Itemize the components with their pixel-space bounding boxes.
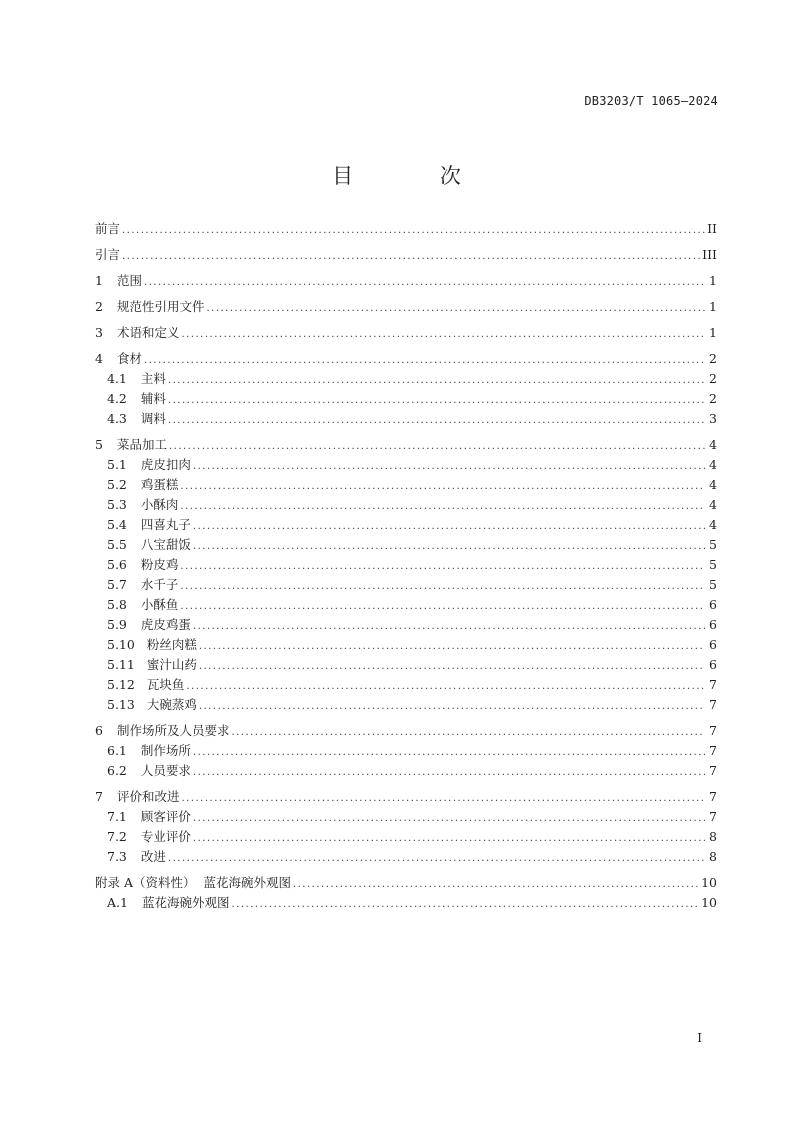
toc-entry[interactable]: [95, 219, 717, 239]
toc-dot-leader: [180, 577, 705, 597]
toc-dot-leader: [144, 273, 705, 293]
toc-entry[interactable]: [95, 695, 717, 715]
toc-entry[interactable]: [95, 827, 717, 847]
toc-entry-number: 5.11: [107, 657, 135, 672]
toc-entry-label: 制作场所及人员要求: [116, 723, 230, 738]
toc-entry-number: 5.6: [107, 557, 127, 572]
toc-entry-page: 5: [709, 537, 717, 552]
toc-entry-number: 5: [95, 437, 103, 452]
toc-entry-page: 6: [709, 637, 717, 652]
toc-entry-page: 10: [701, 895, 717, 910]
toc-entry-label: 调料: [140, 411, 166, 426]
toc-dot-leader: [122, 247, 700, 267]
toc-entry-page: 4: [709, 517, 717, 532]
toc-entry-page: 1: [709, 273, 717, 288]
toc-entry-number: 4.1: [107, 371, 127, 386]
toc-dot-leader: [193, 617, 705, 637]
toc-entry[interactable]: [95, 893, 717, 913]
toc-entry[interactable]: [95, 873, 717, 893]
toc-entry-page: 10: [701, 875, 717, 890]
toc-entry-page: 4: [709, 437, 717, 452]
toc-entry[interactable]: [95, 245, 717, 265]
toc-entry-number: 4.2: [107, 391, 127, 406]
toc-entry-label: 附录 A（资料性） 蓝花海碗外观图: [95, 875, 291, 890]
toc-entry-label: 蜜汁山药: [146, 657, 197, 672]
toc-dot-leader: [193, 457, 705, 477]
toc-entry[interactable]: [95, 409, 717, 429]
toc-entry-number: 1: [95, 273, 103, 288]
toc-entry-number: 7.1: [107, 809, 127, 824]
toc-entry-number: 3: [95, 325, 103, 340]
toc-dot-leader: [231, 895, 699, 915]
toc-dot-leader: [180, 497, 705, 517]
toc-entry-number: 6.1: [107, 743, 127, 758]
toc-entry-page: 1: [709, 299, 717, 314]
toc-entry[interactable]: [95, 555, 717, 575]
toc-dot-leader: [180, 597, 705, 617]
toc-entry-number: A.1: [107, 895, 128, 910]
toc-entry-page: 7: [709, 789, 717, 804]
page-number: I: [697, 1031, 702, 1045]
toc-entry-page: 4: [709, 457, 717, 472]
toc-dot-leader: [180, 557, 705, 577]
toc-dot-leader: [169, 437, 705, 457]
toc-dot-leader: [231, 723, 705, 743]
toc-entry-number: 5.4: [107, 517, 127, 532]
toc-entry-label: 顾客评价: [140, 809, 191, 824]
page-title: 目 次: [332, 164, 501, 188]
toc-entry[interactable]: [95, 675, 717, 695]
toc-dot-leader: [193, 517, 705, 537]
toc-entry-label: 规范性引用文件: [116, 299, 205, 314]
toc-entry[interactable]: [95, 515, 717, 535]
table-of-contents: [95, 219, 717, 913]
toc-entry[interactable]: [95, 741, 717, 761]
document-number: DB3203/T 1065—2024: [584, 94, 718, 108]
toc-entry-label: 鸡蛋糕: [140, 477, 179, 492]
toc-dot-leader: [199, 657, 705, 677]
toc-entry-label: 前言: [95, 221, 121, 236]
toc-entry-number: 7: [95, 789, 103, 804]
toc-entry-number: 5.9: [107, 617, 127, 632]
toc-entry-label: 引言: [95, 247, 121, 262]
toc-entry[interactable]: [95, 615, 717, 635]
toc-dot-leader: [186, 677, 705, 697]
toc-entry-label: 粉丝肉糕: [146, 637, 197, 652]
toc-entry-page: 7: [709, 743, 717, 758]
toc-entry[interactable]: [95, 323, 717, 343]
toc-entry-label: 改进: [140, 849, 166, 864]
toc-entry-label: 辅料: [140, 391, 166, 406]
toc-dot-leader: [193, 763, 705, 783]
toc-entry-page: 2: [709, 371, 717, 386]
toc-entry-number: 5.3: [107, 497, 127, 512]
toc-entry[interactable]: [95, 721, 717, 741]
toc-entry-number: 5.8: [107, 597, 127, 612]
toc-entry-number: 6: [95, 723, 103, 738]
toc-entry[interactable]: [95, 761, 717, 781]
toc-entry-page: 6: [709, 657, 717, 672]
toc-entry[interactable]: [95, 787, 717, 807]
toc-dot-leader: [122, 221, 705, 241]
toc-entry[interactable]: [95, 389, 717, 409]
toc-entry-page: 5: [709, 557, 717, 572]
toc-dot-leader: [180, 477, 705, 497]
toc-entry-label: 蓝花海碗外观图: [141, 895, 230, 910]
toc-entry[interactable]: [95, 847, 717, 867]
toc-dot-leader: [193, 809, 705, 829]
toc-entry-label: 虎皮鸡蛋: [140, 617, 191, 632]
toc-entry[interactable]: [95, 655, 717, 675]
toc-entry-page: III: [702, 247, 717, 262]
toc-entry-number: 5.13: [107, 697, 135, 712]
toc-entry[interactable]: [95, 369, 717, 389]
toc-entry-page: 1: [709, 325, 717, 340]
toc-entry-label: 粉皮鸡: [140, 557, 179, 572]
toc-entry-label: 主料: [140, 371, 166, 386]
toc-entry-page: 5: [709, 577, 717, 592]
toc-entry-page: 7: [709, 763, 717, 778]
toc-entry-number: 4.3: [107, 411, 127, 426]
toc-entry[interactable]: [95, 495, 717, 515]
toc-entry[interactable]: [95, 475, 717, 495]
toc-entry[interactable]: [95, 535, 717, 555]
toc-dot-leader: [168, 849, 705, 869]
toc-entry-page: 7: [709, 723, 717, 738]
toc-dot-leader: [181, 789, 705, 809]
toc-entry-label: 虎皮扣肉: [140, 457, 191, 472]
toc-entry-label: 八宝甜饭: [140, 537, 191, 552]
toc-entry-page: 4: [709, 497, 717, 512]
toc-entry-page: 4: [709, 477, 717, 492]
toc-entry-number: 5.1: [107, 457, 127, 472]
toc-entry-page: 8: [709, 829, 717, 844]
toc-entry[interactable]: [95, 575, 717, 595]
toc-entry-number: 7.2: [107, 829, 127, 844]
toc-entry-number: 4: [95, 351, 103, 366]
toc-entry-label: 小酥肉: [140, 497, 179, 512]
toc-entry-label: 小酥鱼: [140, 597, 179, 612]
toc-entry-page: 3: [709, 411, 717, 426]
toc-entry-label: 水千子: [140, 577, 179, 592]
toc-entry-number: 5.7: [107, 577, 127, 592]
toc-dot-leader: [193, 537, 705, 557]
toc-entry-number: 7.3: [107, 849, 127, 864]
toc-entry-page: 7: [709, 677, 717, 692]
toc-entry-label: 专业评价: [140, 829, 191, 844]
toc-entry-page: 6: [709, 597, 717, 612]
toc-entry[interactable]: [95, 635, 717, 655]
toc-entry[interactable]: [95, 349, 717, 369]
toc-dot-leader: [199, 697, 705, 717]
toc-dot-leader: [199, 637, 705, 657]
toc-entry-page: 8: [709, 849, 717, 864]
toc-dot-leader: [168, 411, 705, 431]
toc-entry[interactable]: [95, 595, 717, 615]
toc-entry[interactable]: [95, 297, 717, 317]
toc-dot-leader: [168, 391, 705, 411]
toc-entry[interactable]: [95, 435, 717, 455]
toc-entry[interactable]: [95, 807, 717, 827]
toc-dot-leader: [144, 351, 705, 371]
toc-dot-leader: [168, 371, 705, 391]
toc-entry-number: 5.2: [107, 477, 127, 492]
toc-entry-label: 四喜丸子: [140, 517, 191, 532]
toc-dot-leader: [206, 299, 705, 319]
toc-dot-leader: [293, 875, 699, 895]
toc-entry-page: II: [707, 221, 717, 236]
toc-entry-label: 菜品加工: [116, 437, 167, 452]
toc-entry-label: 制作场所: [140, 743, 191, 758]
toc-entry-number: 6.2: [107, 763, 127, 778]
toc-entry-page: 2: [709, 391, 717, 406]
toc-entry[interactable]: [95, 455, 717, 475]
toc-entry-label: 范围: [116, 273, 142, 288]
toc-entry-number: 5.10: [107, 637, 135, 652]
toc-entry-label: 评价和改进: [116, 789, 180, 804]
toc-dot-leader: [181, 325, 705, 345]
toc-entry-page: 6: [709, 617, 717, 632]
toc-entry-label: 食材: [116, 351, 142, 366]
toc-entry-page: 2: [709, 351, 717, 366]
toc-entry-page: 7: [709, 697, 717, 712]
toc-entry-label: 人员要求: [140, 763, 191, 778]
toc-entry-number: 5.5: [107, 537, 127, 552]
toc-entry-label: 术语和定义: [116, 325, 180, 340]
toc-entry-page: 7: [709, 809, 717, 824]
toc-entry-label: 大碗蒸鸡: [146, 697, 197, 712]
toc-entry[interactable]: [95, 271, 717, 291]
toc-entry-number: 5.12: [107, 677, 135, 692]
toc-dot-leader: [193, 743, 705, 763]
toc-dot-leader: [193, 829, 705, 849]
toc-entry-number: 2: [95, 299, 103, 314]
toc-entry-label: 瓦块鱼: [146, 677, 185, 692]
